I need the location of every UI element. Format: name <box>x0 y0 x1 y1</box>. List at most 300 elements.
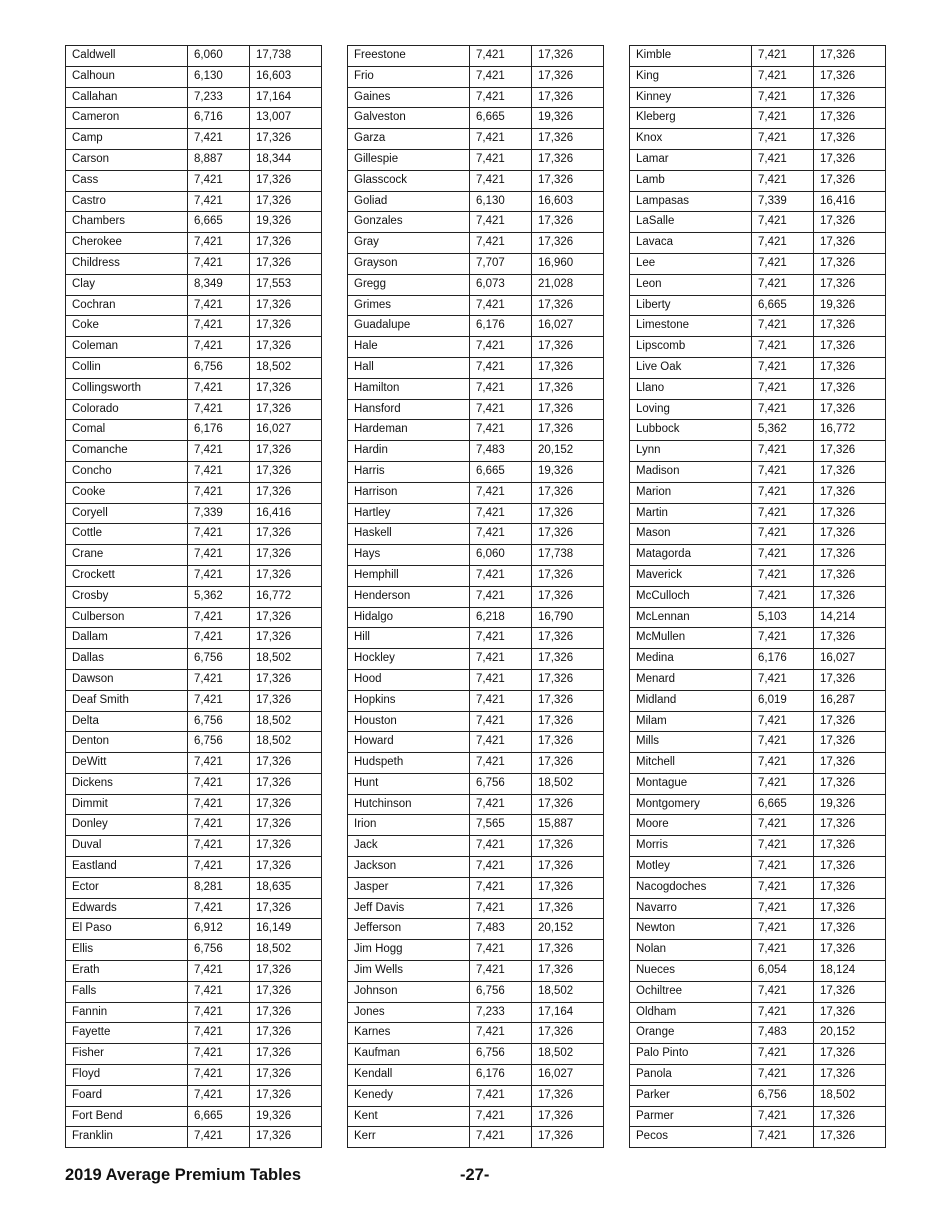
premium-value-cell-2: 17,326 <box>532 794 604 815</box>
table-row <box>66 1127 322 1148</box>
county-name-cell: Irion <box>348 815 470 836</box>
premium-value-cell-2: 18,502 <box>250 357 322 378</box>
table-row <box>348 295 604 316</box>
premium-value-cell-2: 17,326 <box>532 233 604 254</box>
table-row <box>348 1065 604 1086</box>
premium-value-cell-2: 17,326 <box>814 378 886 399</box>
premium-value-cell-1: 7,421 <box>752 919 814 940</box>
premium-value-cell-1: 6,756 <box>188 649 250 670</box>
premium-value-cell-1: 7,421 <box>752 815 814 836</box>
premium-value-cell-2: 16,772 <box>250 586 322 607</box>
document-footer-title: 2019 Average Premium Tables <box>65 1166 302 1184</box>
premium-value-cell-1: 7,421 <box>470 170 532 191</box>
county-name-cell: Callahan <box>66 87 188 108</box>
premium-value-cell-2: 20,152 <box>532 441 604 462</box>
premium-value-cell-1: 7,421 <box>188 378 250 399</box>
table-row <box>66 149 322 170</box>
premium-table-column-3 <box>629 45 886 1148</box>
table-row <box>348 129 604 150</box>
table-row <box>66 1085 322 1106</box>
table-row <box>66 961 322 982</box>
premium-value-cell-1: 6,756 <box>470 1044 532 1065</box>
premium-value-cell-1: 7,421 <box>752 441 814 462</box>
premium-value-cell-1: 7,421 <box>188 1065 250 1086</box>
table-row <box>66 1106 322 1127</box>
premium-value-cell-2: 17,326 <box>532 732 604 753</box>
table-row <box>630 274 886 295</box>
table-row <box>630 170 886 191</box>
table-row <box>630 669 886 690</box>
premium-value-cell-1: 8,281 <box>188 877 250 898</box>
table-row <box>66 378 322 399</box>
premium-value-cell-1: 7,421 <box>470 586 532 607</box>
premium-value-cell-2: 17,326 <box>532 420 604 441</box>
premium-value-cell-1: 6,756 <box>752 1085 814 1106</box>
table-row <box>348 378 604 399</box>
county-name-cell: Cooke <box>66 482 188 503</box>
county-name-cell: Mason <box>630 524 752 545</box>
premium-value-cell-1: 7,421 <box>752 711 814 732</box>
table-row <box>348 337 604 358</box>
premium-value-cell-1: 7,421 <box>470 877 532 898</box>
table-row <box>66 108 322 129</box>
county-name-cell: Madison <box>630 461 752 482</box>
premium-value-cell-1: 7,421 <box>188 565 250 586</box>
premium-value-cell-2: 17,326 <box>250 337 322 358</box>
premium-value-cell-1: 7,421 <box>470 565 532 586</box>
table-row <box>630 753 886 774</box>
table-row <box>66 253 322 274</box>
table-row <box>630 586 886 607</box>
county-name-cell: Ellis <box>66 940 188 961</box>
premium-value-cell-1: 7,421 <box>470 399 532 420</box>
county-name-cell: Kendall <box>348 1065 470 1086</box>
premium-value-cell-2: 17,326 <box>532 1085 604 1106</box>
premium-value-cell-2: 19,326 <box>814 794 886 815</box>
county-name-cell: Pecos <box>630 1127 752 1148</box>
premium-value-cell-2: 17,326 <box>250 1044 322 1065</box>
premium-value-cell-1: 7,421 <box>470 940 532 961</box>
county-name-cell: Leon <box>630 274 752 295</box>
premium-value-cell-2: 17,738 <box>250 46 322 67</box>
premium-value-cell-1: 6,019 <box>752 690 814 711</box>
county-name-cell: Motley <box>630 857 752 878</box>
premium-value-cell-1: 7,421 <box>470 753 532 774</box>
county-name-cell: Nolan <box>630 940 752 961</box>
premium-value-cell-1: 6,756 <box>188 711 250 732</box>
premium-value-cell-2: 17,326 <box>532 399 604 420</box>
table-row <box>630 649 886 670</box>
premium-value-cell-2: 21,028 <box>532 274 604 295</box>
table-row <box>630 316 886 337</box>
county-name-cell: Dallas <box>66 649 188 670</box>
premium-value-cell-1: 7,421 <box>470 649 532 670</box>
table-row <box>348 545 604 566</box>
table-row <box>66 794 322 815</box>
county-name-cell: Fannin <box>66 1002 188 1023</box>
county-name-cell: Newton <box>630 919 752 940</box>
premium-value-cell-1: 7,421 <box>470 524 532 545</box>
premium-value-cell-1: 7,421 <box>752 503 814 524</box>
county-name-cell: Midland <box>630 690 752 711</box>
premium-value-cell-2: 19,326 <box>532 108 604 129</box>
premium-value-cell-1: 6,716 <box>188 108 250 129</box>
county-name-cell: Guadalupe <box>348 316 470 337</box>
premium-value-cell-1: 7,421 <box>470 233 532 254</box>
premium-value-cell-2: 17,326 <box>250 565 322 586</box>
county-name-cell: Kinney <box>630 87 752 108</box>
table-row <box>66 898 322 919</box>
premium-value-cell-2: 19,326 <box>814 295 886 316</box>
premium-value-cell-2: 17,326 <box>250 898 322 919</box>
premium-value-cell-1: 6,176 <box>470 1065 532 1086</box>
premium-value-cell-2: 17,326 <box>250 191 322 212</box>
county-name-cell: Nacogdoches <box>630 877 752 898</box>
county-name-cell: Fayette <box>66 1023 188 1044</box>
premium-value-cell-1: 6,756 <box>188 357 250 378</box>
premium-value-cell-1: 7,421 <box>188 191 250 212</box>
table-row <box>348 66 604 87</box>
table-row <box>348 233 604 254</box>
county-name-cell: Llano <box>630 378 752 399</box>
premium-value-cell-1: 7,421 <box>752 753 814 774</box>
table-row <box>66 815 322 836</box>
county-name-cell: Hood <box>348 669 470 690</box>
county-name-cell: Milam <box>630 711 752 732</box>
table-row <box>348 877 604 898</box>
premium-value-cell-2: 17,326 <box>250 253 322 274</box>
table-row <box>66 607 322 628</box>
table-row <box>66 628 322 649</box>
premium-value-cell-1: 6,054 <box>752 961 814 982</box>
premium-value-cell-2: 17,326 <box>814 753 886 774</box>
county-name-cell: Donley <box>66 815 188 836</box>
county-name-cell: Cherokee <box>66 233 188 254</box>
county-name-cell: Colorado <box>66 399 188 420</box>
premium-value-cell-2: 17,326 <box>532 690 604 711</box>
county-name-cell: Hale <box>348 337 470 358</box>
table-row <box>348 399 604 420</box>
table-row <box>66 170 322 191</box>
premium-value-cell-1: 7,421 <box>752 212 814 233</box>
premium-value-cell-2: 17,326 <box>250 482 322 503</box>
county-name-cell: Kaufman <box>348 1044 470 1065</box>
county-name-cell: Henderson <box>348 586 470 607</box>
premium-value-cell-2: 17,326 <box>250 607 322 628</box>
table-row <box>630 46 886 67</box>
table-row <box>348 753 604 774</box>
county-name-cell: Fisher <box>66 1044 188 1065</box>
premium-value-cell-2: 16,603 <box>532 191 604 212</box>
premium-value-cell-2: 17,326 <box>814 357 886 378</box>
county-name-cell: Goliad <box>348 191 470 212</box>
table-row <box>66 66 322 87</box>
county-name-cell: Hockley <box>348 649 470 670</box>
premium-value-cell-2: 17,326 <box>532 628 604 649</box>
county-name-cell: Hardin <box>348 441 470 462</box>
premium-value-cell-2: 17,326 <box>532 857 604 878</box>
premium-value-cell-2: 17,326 <box>814 170 886 191</box>
premium-value-cell-2: 17,326 <box>250 461 322 482</box>
premium-value-cell-2: 17,326 <box>814 919 886 940</box>
premium-value-cell-2: 16,027 <box>814 649 886 670</box>
county-name-cell: Dickens <box>66 773 188 794</box>
county-name-cell: Cameron <box>66 108 188 129</box>
premium-value-cell-1: 7,421 <box>188 961 250 982</box>
premium-value-cell-2: 17,326 <box>814 441 886 462</box>
premium-value-cell-1: 7,421 <box>470 503 532 524</box>
table-row <box>66 1002 322 1023</box>
county-name-cell: Comanche <box>66 441 188 462</box>
county-name-cell: Matagorda <box>630 545 752 566</box>
county-name-cell: Dawson <box>66 669 188 690</box>
premium-value-cell-1: 7,421 <box>188 316 250 337</box>
county-name-cell: Crockett <box>66 565 188 586</box>
premium-value-cell-1: 6,665 <box>470 461 532 482</box>
county-name-cell: Jim Wells <box>348 961 470 982</box>
county-name-cell: Knox <box>630 129 752 150</box>
premium-value-cell-2: 17,326 <box>250 316 322 337</box>
county-name-cell: Kerr <box>348 1127 470 1148</box>
premium-value-cell-1: 7,421 <box>470 1106 532 1127</box>
county-name-cell: Calhoun <box>66 66 188 87</box>
table-row <box>630 732 886 753</box>
premium-value-cell-1: 7,421 <box>188 1023 250 1044</box>
premium-value-cell-1: 7,421 <box>752 1065 814 1086</box>
premium-value-cell-2: 16,416 <box>814 191 886 212</box>
premium-value-cell-2: 17,326 <box>250 1085 322 1106</box>
premium-value-cell-2: 17,326 <box>532 669 604 690</box>
county-name-cell: Jackson <box>348 857 470 878</box>
county-name-cell: Ochiltree <box>630 981 752 1002</box>
county-name-cell: Jasper <box>348 877 470 898</box>
premium-value-cell-2: 17,326 <box>814 503 886 524</box>
premium-value-cell-2: 19,326 <box>250 1106 322 1127</box>
premium-value-cell-2: 17,326 <box>250 794 322 815</box>
premium-value-cell-2: 17,326 <box>532 212 604 233</box>
county-name-cell: Lipscomb <box>630 337 752 358</box>
premium-table-column-2 <box>347 45 604 1148</box>
table-row <box>630 961 886 982</box>
premium-value-cell-2: 17,326 <box>532 586 604 607</box>
premium-value-cell-2: 18,502 <box>250 732 322 753</box>
table-row <box>66 274 322 295</box>
county-name-cell: Cottle <box>66 524 188 545</box>
county-name-cell: Hays <box>348 545 470 566</box>
table-row <box>348 836 604 857</box>
county-name-cell: Lampasas <box>630 191 752 212</box>
premium-value-cell-2: 17,326 <box>814 565 886 586</box>
county-name-cell: Morris <box>630 836 752 857</box>
premium-value-cell-2: 16,772 <box>814 420 886 441</box>
table-row <box>348 482 604 503</box>
premium-value-cell-1: 7,339 <box>752 191 814 212</box>
table-row <box>66 441 322 462</box>
table-row <box>66 295 322 316</box>
premium-value-cell-1: 7,421 <box>188 337 250 358</box>
county-name-cell: Deaf Smith <box>66 690 188 711</box>
county-name-cell: DeWitt <box>66 753 188 774</box>
premium-value-cell-2: 16,790 <box>532 607 604 628</box>
premium-value-cell-2: 17,326 <box>250 295 322 316</box>
premium-value-cell-2: 17,326 <box>532 1106 604 1127</box>
county-name-cell: McCulloch <box>630 586 752 607</box>
table-row <box>630 420 886 441</box>
county-name-cell: Floyd <box>66 1065 188 1086</box>
county-name-cell: Oldham <box>630 1002 752 1023</box>
county-name-cell: Concho <box>66 461 188 482</box>
premium-value-cell-2: 16,027 <box>532 1065 604 1086</box>
county-name-cell: Galveston <box>348 108 470 129</box>
county-name-cell: Limestone <box>630 316 752 337</box>
premium-value-cell-1: 7,421 <box>470 732 532 753</box>
county-name-cell: Foard <box>66 1085 188 1106</box>
premium-value-cell-1: 7,421 <box>470 690 532 711</box>
table-row <box>630 441 886 462</box>
premium-value-cell-1: 7,421 <box>188 170 250 191</box>
premium-value-cell-1: 7,421 <box>188 753 250 774</box>
table-row <box>66 919 322 940</box>
premium-value-cell-2: 17,326 <box>814 732 886 753</box>
premium-value-cell-2: 17,326 <box>250 669 322 690</box>
premium-value-cell-2: 17,326 <box>814 253 886 274</box>
table-row <box>630 191 886 212</box>
premium-value-cell-1: 6,130 <box>470 191 532 212</box>
premium-value-cell-1: 7,421 <box>752 170 814 191</box>
table-row <box>66 565 322 586</box>
table-row <box>348 732 604 753</box>
county-name-cell: Hudspeth <box>348 753 470 774</box>
table-row <box>348 1127 604 1148</box>
premium-value-cell-1: 6,912 <box>188 919 250 940</box>
premium-value-cell-1: 8,887 <box>188 149 250 170</box>
table-row <box>630 212 886 233</box>
county-name-cell: Frio <box>348 66 470 87</box>
premium-value-cell-2: 19,326 <box>250 212 322 233</box>
county-name-cell: Houston <box>348 711 470 732</box>
table-row <box>348 108 604 129</box>
premium-value-cell-2: 17,326 <box>532 836 604 857</box>
premium-value-cell-2: 17,326 <box>532 482 604 503</box>
premium-value-cell-2: 17,326 <box>532 337 604 358</box>
premium-value-cell-1: 7,421 <box>752 586 814 607</box>
county-name-cell: Lamb <box>630 170 752 191</box>
table-row <box>348 316 604 337</box>
county-name-cell: Denton <box>66 732 188 753</box>
county-name-cell: Collin <box>66 357 188 378</box>
county-name-cell: Lamar <box>630 149 752 170</box>
premium-value-cell-1: 7,339 <box>188 503 250 524</box>
premium-value-cell-1: 7,421 <box>470 212 532 233</box>
table-row <box>630 836 886 857</box>
county-name-cell: Hidalgo <box>348 607 470 628</box>
premium-value-cell-1: 7,421 <box>752 565 814 586</box>
county-name-cell: Duval <box>66 836 188 857</box>
table-row <box>630 253 886 274</box>
premium-value-cell-2: 17,326 <box>250 1023 322 1044</box>
county-name-cell: Eastland <box>66 857 188 878</box>
table-row <box>348 274 604 295</box>
county-name-cell: Kimble <box>630 46 752 67</box>
table-row <box>630 815 886 836</box>
table-row <box>630 503 886 524</box>
premium-value-cell-1: 7,421 <box>470 794 532 815</box>
table-row <box>630 919 886 940</box>
premium-value-cell-1: 7,421 <box>188 545 250 566</box>
premium-value-cell-1: 7,421 <box>188 898 250 919</box>
table-row <box>630 337 886 358</box>
county-name-cell: Childress <box>66 253 188 274</box>
table-row <box>66 87 322 108</box>
premium-value-cell-1: 6,073 <box>470 274 532 295</box>
premium-value-cell-1: 7,421 <box>188 981 250 1002</box>
table-row <box>630 461 886 482</box>
premium-value-cell-2: 17,326 <box>532 295 604 316</box>
premium-value-cell-1: 7,421 <box>470 1085 532 1106</box>
table-row <box>630 129 886 150</box>
premium-value-cell-1: 7,421 <box>470 129 532 150</box>
premium-value-cell-1: 6,756 <box>470 773 532 794</box>
premium-value-cell-1: 7,421 <box>752 253 814 274</box>
premium-value-cell-1: 7,421 <box>188 815 250 836</box>
county-name-cell: Martin <box>630 503 752 524</box>
table-row <box>66 857 322 878</box>
table-row <box>630 1065 886 1086</box>
premium-value-cell-1: 7,483 <box>752 1023 814 1044</box>
premium-value-cell-2: 17,326 <box>532 66 604 87</box>
premium-value-cell-1: 7,421 <box>470 482 532 503</box>
premium-value-cell-1: 7,421 <box>188 129 250 150</box>
table-row <box>66 191 322 212</box>
premium-value-cell-2: 17,326 <box>814 233 886 254</box>
table-row <box>66 545 322 566</box>
premium-value-cell-2: 17,326 <box>250 690 322 711</box>
table-row <box>348 441 604 462</box>
table-row <box>348 1106 604 1127</box>
table-row <box>348 961 604 982</box>
premium-value-cell-1: 6,176 <box>188 420 250 441</box>
table-row <box>630 1002 886 1023</box>
premium-value-cell-1: 7,421 <box>752 129 814 150</box>
county-name-cell: McMullen <box>630 628 752 649</box>
county-name-cell: Fort Bend <box>66 1106 188 1127</box>
table-row <box>348 503 604 524</box>
county-name-cell: Hunt <box>348 773 470 794</box>
table-row <box>348 898 604 919</box>
premium-value-cell-1: 7,421 <box>752 316 814 337</box>
county-name-cell: Howard <box>348 732 470 753</box>
county-name-cell: Clay <box>66 274 188 295</box>
table-row <box>66 212 322 233</box>
table-row <box>66 711 322 732</box>
premium-value-cell-1: 5,362 <box>188 586 250 607</box>
table-row <box>630 857 886 878</box>
table-row <box>348 170 604 191</box>
county-name-cell: Culberson <box>66 607 188 628</box>
premium-value-cell-2: 17,326 <box>814 836 886 857</box>
premium-value-cell-2: 17,326 <box>532 149 604 170</box>
premium-value-cell-1: 7,421 <box>188 1002 250 1023</box>
premium-value-cell-2: 17,326 <box>814 337 886 358</box>
county-name-cell: Coryell <box>66 503 188 524</box>
table-row <box>66 482 322 503</box>
premium-value-cell-1: 7,421 <box>188 857 250 878</box>
premium-value-cell-2: 17,326 <box>532 565 604 586</box>
premium-value-cell-1: 7,421 <box>470 628 532 649</box>
premium-value-cell-2: 17,326 <box>250 1127 322 1148</box>
premium-value-cell-1: 7,421 <box>470 357 532 378</box>
table-row <box>348 1002 604 1023</box>
